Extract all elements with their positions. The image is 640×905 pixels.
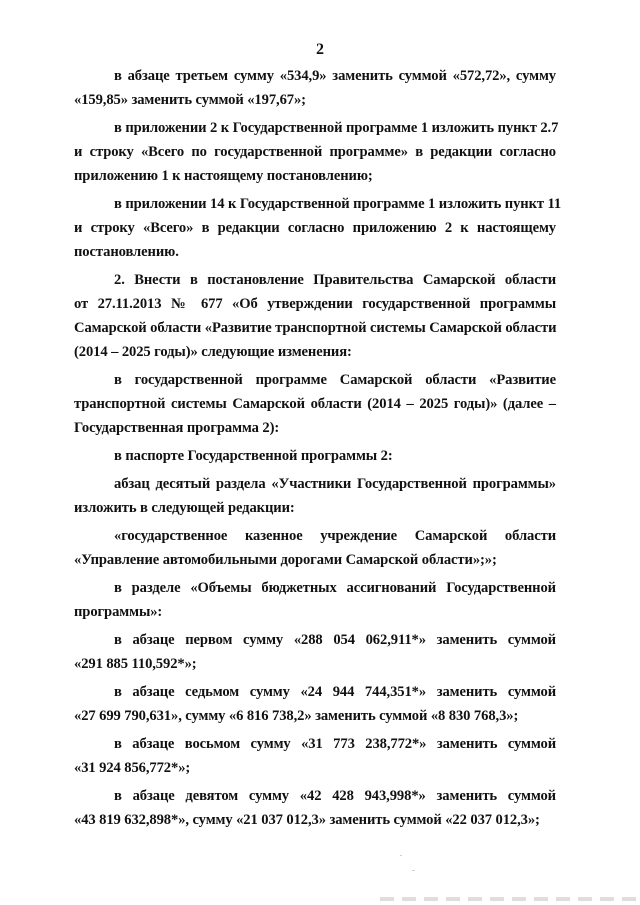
paragraph <box>74 116 559 188</box>
paragraph <box>74 680 556 728</box>
paragraph-line: в абзаце девятом сумму «42 428 943,998*» заменить суммой <box>114 788 556 804</box>
paragraph-line: изложить в следующей редакции: <box>74 500 295 516</box>
paragraph <box>74 628 556 676</box>
scan-edge-marks <box>380 897 640 901</box>
scan-speck <box>400 855 402 856</box>
paragraph-line: абзац десятый раздела «Участники Государственной программы» <box>114 476 556 492</box>
paragraph-line: в абзаце третьем сумму «534,9» заменить суммой «572,72», сумму <box>114 68 556 84</box>
paragraph <box>74 444 556 468</box>
paragraph-line: «государственное казенное учреждение Самарской области <box>114 528 556 544</box>
paragraph-line: постановлению. <box>74 244 179 260</box>
paragraph <box>74 64 556 112</box>
paragraph-line: «31 924 856,772*»; <box>74 760 191 776</box>
paragraph <box>74 268 556 364</box>
paragraph <box>74 732 556 780</box>
paragraph-line: в абзаце первом сумму «288 054 062,911*» заменить суммой <box>114 632 556 648</box>
page-number: 2 <box>316 41 324 58</box>
paragraph-line: от 27.11.2013 № 677 «Об утверждении государственной программы <box>74 296 556 312</box>
paragraph-line: в разделе «Объемы бюджетных ассигнований Государственной <box>114 580 556 596</box>
paragraph-line: (2014 – 2025 годы)» следующие изменения: <box>74 344 352 360</box>
paragraph-line: в приложении 2 к Государственной программе 1 изложить пункт 2.7 <box>114 120 559 136</box>
paragraph-line: 2. Внести в постановление Правительства Самарской области <box>114 272 556 288</box>
paragraph-line: и строку «Всего» в редакции согласно приложению 2 к настоящему <box>74 220 556 236</box>
paragraph <box>74 472 556 520</box>
paragraph <box>74 192 562 264</box>
scan-speck <box>412 870 415 871</box>
paragraph-line: транспортной системы Самарской области (2014 – 2025 годы)» (далее – <box>74 396 556 412</box>
paragraph-line: Государственная программа 2): <box>74 420 280 436</box>
paragraph-line: программы»: <box>74 604 163 620</box>
document-body <box>74 64 562 836</box>
paragraph <box>74 368 556 440</box>
paragraph <box>74 524 556 572</box>
paragraph-line: «291 885 110,592*»; <box>74 656 197 672</box>
paragraph <box>74 784 556 832</box>
paragraph-line: в государственной программе Самарской области «Развитие <box>114 372 556 388</box>
paragraph-line: «43 819 632,898*», сумму «21 037 012,3» заменить суммой «22 037 012,3»; <box>74 812 540 828</box>
paragraph <box>74 576 556 624</box>
paragraph-line: приложению 1 к настоящему постановлению; <box>74 168 373 184</box>
paragraph-line: в приложении 14 к Государственной программе 1 изложить пункт 11 <box>114 196 562 212</box>
paragraph-line: «Управление автомобильными дорогами Самарской области»;»; <box>74 552 497 568</box>
paragraph-line: в абзаце седьмом сумму «24 944 744,351*» заменить суммой <box>114 684 556 700</box>
paragraph-line: в абзаце восьмом сумму «31 773 238,772*» заменить суммой <box>114 736 556 752</box>
paragraph-line: Самарской области «Развитие транспортной системы Самарской области <box>74 320 557 336</box>
paragraph-line: в паспорте Государственной программы 2: <box>114 448 393 464</box>
paragraph-line: и строку «Всего по государственной программе» в редакции согласно <box>74 144 556 160</box>
paragraph-line: «159,85» заменить суммой «197,67»; <box>74 92 306 108</box>
paragraph-line: «27 699 790,631», сумму «6 816 738,2» заменить суммой «8 830 768,3»; <box>74 708 519 724</box>
